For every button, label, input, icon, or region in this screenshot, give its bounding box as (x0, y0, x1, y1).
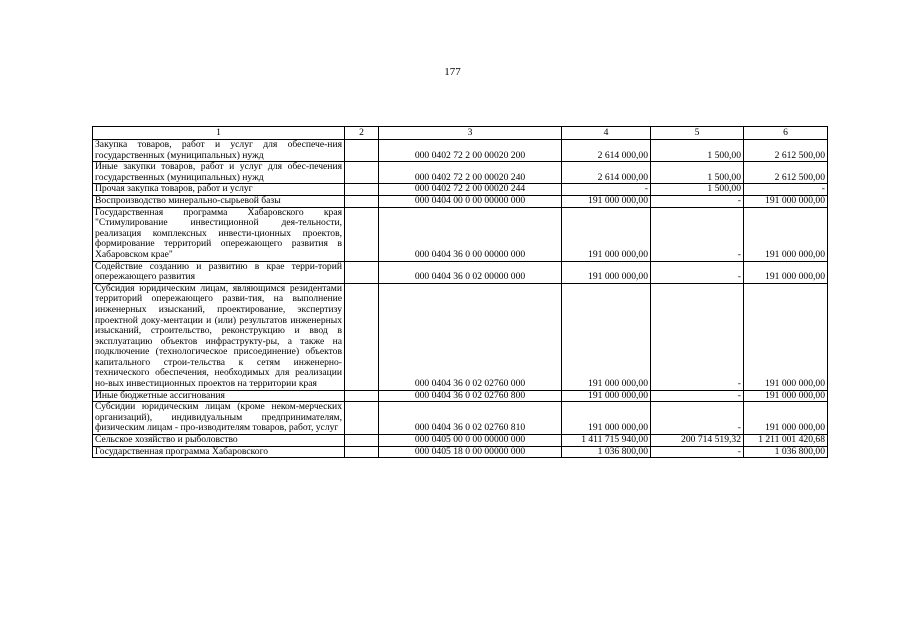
row-code: 000 0405 00 0 00 00000 000 (379, 435, 562, 447)
row-value-4: 191 000 000,00 (562, 402, 651, 435)
table-row (93, 140, 828, 162)
row-value-4: - (562, 184, 651, 196)
row-code: 000 0404 36 0 02 02760 800 (379, 390, 562, 402)
row-col2 (345, 390, 379, 402)
row-value-4: 191 000 000,00 (562, 207, 651, 261)
row-code: 000 0404 36 0 02 02760 810 (379, 402, 562, 435)
row-value-6: 2 612 500,00 (744, 140, 828, 162)
row-value-5: 1 500,00 (651, 162, 744, 184)
header-col-1: 1 (93, 127, 345, 140)
row-value-5: - (651, 402, 744, 435)
table-row (93, 207, 828, 261)
row-value-5: - (651, 390, 744, 402)
table-row (93, 184, 828, 196)
row-name: Субсидия юридическим лицам, являющимся резидентами территорий опережающего разви-тия, на выполнение инженерных изысканий, проектирование, экспертизу проектной доку-ментации и (или) результатов инженерных изысканий, строительство, реконструкцию и ввод в эксплуатацию объектов инфраструкту-ры, а также на подключение (технологическое присоединение) объектов капитального строи-тельства к сетям инженерно-технического обеспечения, необходимых для реализации но-вых инвестиционных проектов на территории края (93, 283, 345, 390)
row-code: 000 0402 72 2 00 00020 240 (379, 162, 562, 184)
header-col-4: 4 (562, 127, 651, 140)
row-value-5: - (651, 207, 744, 261)
row-name: Иные бюджетные ассигнования (93, 390, 345, 402)
row-value-6: 191 000 000,00 (744, 283, 828, 390)
row-value-6: 191 000 000,00 (744, 195, 828, 207)
row-value-5: - (651, 446, 744, 458)
row-col2 (345, 207, 379, 261)
row-value-4: 1 411 715 940,00 (562, 435, 651, 447)
row-code: 000 0404 36 0 02 02760 000 (379, 283, 562, 390)
row-value-5: 1 500,00 (651, 184, 744, 196)
row-value-6: 191 000 000,00 (744, 207, 828, 261)
row-name: Государственная программа Хабаровского края "Стимулирование инвестиционной дея-тельности, реализация комплексных инвести-ционных проектов, формирование территорий опережающего развития в Хабаровском крае" (93, 207, 345, 261)
row-col2 (345, 446, 379, 458)
row-col2 (345, 435, 379, 447)
row-value-6: 1 211 001 420,68 (744, 435, 828, 447)
header-col-3: 3 (379, 127, 562, 140)
page-number: 177 (444, 66, 461, 78)
row-col2 (345, 402, 379, 435)
table-row (93, 195, 828, 207)
row-value-4: 191 000 000,00 (562, 261, 651, 283)
row-col2 (345, 184, 379, 196)
row-col2 (345, 195, 379, 207)
row-name: Сельское хозяйство и рыболовство (93, 435, 345, 447)
row-value-6: 2 612 500,00 (744, 162, 828, 184)
budget-table (92, 126, 828, 458)
row-value-5: - (651, 283, 744, 390)
table-row (93, 435, 828, 447)
row-code: 000 0402 72 2 00 00020 244 (379, 184, 562, 196)
table-row (93, 446, 828, 458)
table-row (93, 261, 828, 283)
row-value-6: - (744, 184, 828, 196)
row-code: 000 0404 36 0 00 00000 000 (379, 207, 562, 261)
row-value-6: 1 036 800,00 (744, 446, 828, 458)
row-value-5: - (651, 261, 744, 283)
row-value-4: 1 036 800,00 (562, 446, 651, 458)
row-name: Содействие созданию и развитию в крае терри-торий опережающего развития (93, 261, 345, 283)
row-name: Прочая закупка товаров, работ и услуг (93, 184, 345, 196)
row-name: Субсидии юридическим лицам (кроме неком-мерческих организаций), индивидуальным предпринимателям, физическим лицам - про-изводителям товаров, работ, услуг (93, 402, 345, 435)
row-col2 (345, 140, 379, 162)
table-row (93, 390, 828, 402)
row-name: Государственная программа Хабаровского (93, 446, 345, 458)
table-row (93, 162, 828, 184)
row-value-6: 191 000 000,00 (744, 261, 828, 283)
row-value-4: 191 000 000,00 (562, 195, 651, 207)
row-code: 000 0404 00 0 00 00000 000 (379, 195, 562, 207)
header-col-2: 2 (345, 127, 379, 140)
table-row (93, 402, 828, 435)
row-col2 (345, 283, 379, 390)
header-row (93, 127, 828, 140)
row-value-5: 200 714 519,32 (651, 435, 744, 447)
row-value-4: 2 614 000,00 (562, 140, 651, 162)
table-row (93, 283, 828, 390)
row-name: Закупка товаров, работ и услуг для обеспече-ния государственных (муниципальных) нужд (93, 140, 345, 162)
row-code: 000 0405 18 0 00 00000 000 (379, 446, 562, 458)
row-value-5: - (651, 195, 744, 207)
row-value-6: 191 000 000,00 (744, 390, 828, 402)
row-name: Воспроизводство минерально-сырьевой базы (93, 195, 345, 207)
row-code: 000 0404 36 0 02 00000 000 (379, 261, 562, 283)
row-value-5: 1 500,00 (651, 140, 744, 162)
row-value-4: 2 614 000,00 (562, 162, 651, 184)
row-value-4: 191 000 000,00 (562, 283, 651, 390)
row-name: Иные закупки товаров, работ и услуг для обес-печения государственных (муниципальных) нужд (93, 162, 345, 184)
row-value-4: 191 000 000,00 (562, 390, 651, 402)
header-col-5: 5 (651, 127, 744, 140)
header-col-6: 6 (744, 127, 828, 140)
row-col2 (345, 162, 379, 184)
row-code: 000 0402 72 2 00 00020 200 (379, 140, 562, 162)
row-value-6: 191 000 000,00 (744, 402, 828, 435)
row-col2 (345, 261, 379, 283)
